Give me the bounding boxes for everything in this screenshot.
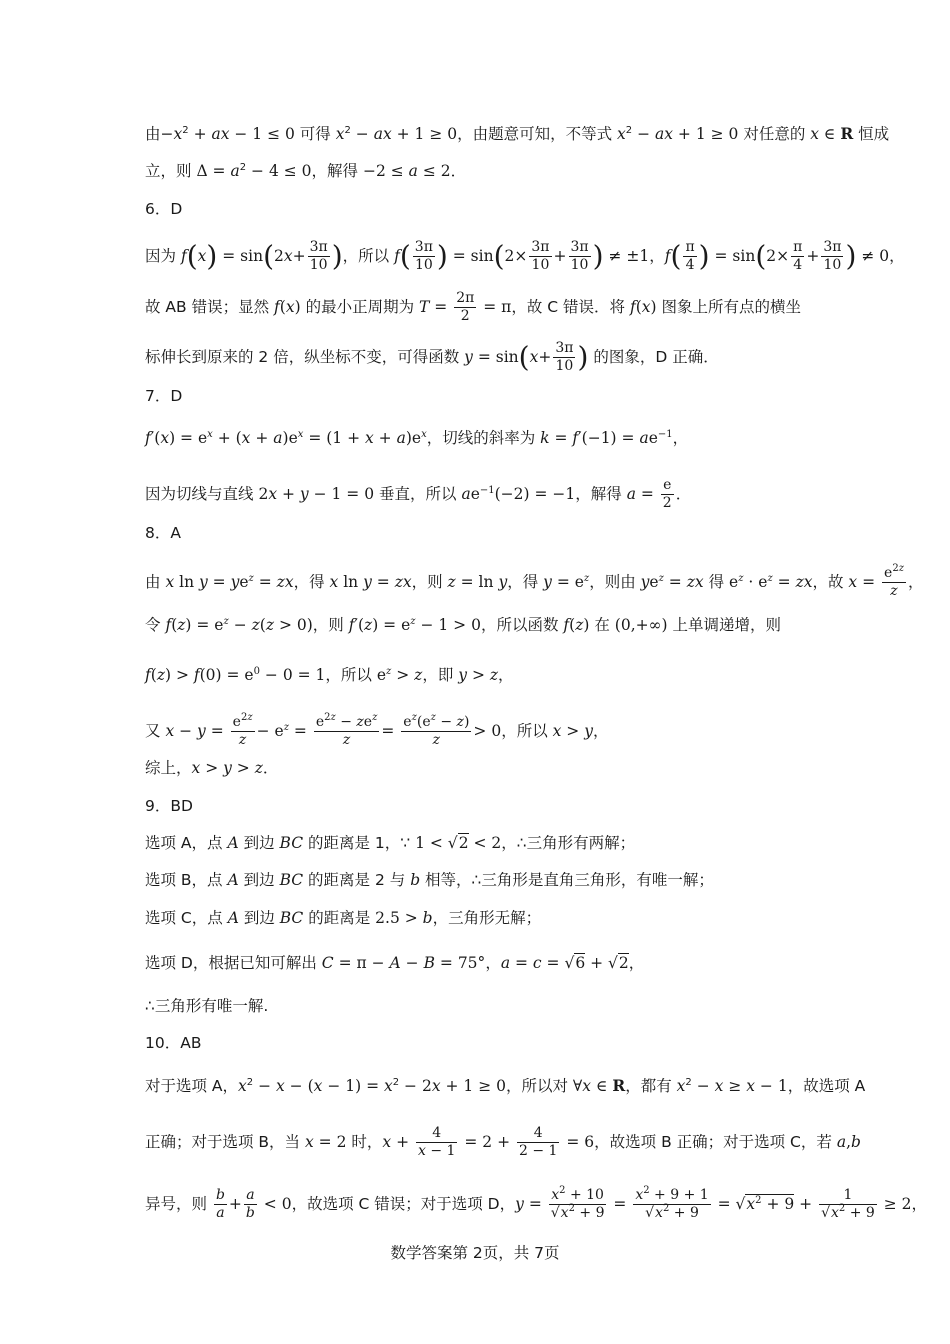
page-footer: 数学答案第 2页，共 7页 <box>390 1244 560 1262</box>
solution-line-5-b: 立，则 $\Delta = a^2 - 4 \le 0$，解得 −2 ≤ a ≤ 2． <box>145 162 467 180</box>
answer-8-label: 8．A <box>145 524 181 542</box>
solution-line-7-a: $f'(x) = e^x + (x + a)e^x = (1 + x + a)e^x$，切线的斜率为 $k = f'(-1) = ae^{-1}$， <box>145 429 689 447</box>
answer-10-label: 10．AB <box>145 1034 202 1052</box>
solution-line-9-e: ∴三角形有唯一解. <box>145 997 269 1015</box>
answer-7-label: 7．D <box>145 387 183 405</box>
solution-line-8-e: 综上，x > y > z． <box>145 759 279 777</box>
solution-line-9-c: 选项 C，点 A 到边 BC 的距离是 2.5 > b，三角形无解； <box>145 909 542 927</box>
answer-9 <box>145 795 815 817</box>
solution-line-8-a: 由 x $\ln y = ye^z$ = zx，得 x ln y = zx，则 z = ln y，得 $y = e^z$，则由 $ye^z$ = zx 得 $e^z \cdot e^z$ = zx，故 x = $\frac{e^{2z}}{z}$ ， <box>145 563 924 599</box>
answer-7 <box>145 385 815 407</box>
solution-line-7-b: 因为切线与直线 2x + y − 1 = 0 垂直，所以 $ae^{-1}(-2) = -1$，解得 a = $\frac{e}{2}$ ． <box>145 477 692 511</box>
answer-8 <box>145 522 815 544</box>
solution-line-8-b: 令 $f(z) = e^z - z(z > 0)$，则 $f'(z) = e^z - 1 > 0$，所以函数 f(z) 在 (0,+∞) 上单调递增，则 <box>145 616 782 634</box>
solution-line-8-d: 又 x − y = $\frac{e^{2z}}{z}$ − $e^z$ = $\frac{e^{2z} - ze^z}{z}$ = $\frac{e^z(e^z - z)}{z}$ > 0，所以 x > y， <box>145 712 609 748</box>
solution-line-10-c: 异号，则 $\frac{b}{a}$ + $\frac{a}{b}$ < 0，故选项 C 错误；对于选项 D，y = $\frac{x^2 + 10}{√x^2 + 9}$ = $\frac{x^2 + 9 + 1}{√x^2 + 9}$ = $√x^2 + 9$ + $\frac{1}{√x^2 + 9}$ ≥ 2， <box>145 1185 928 1221</box>
solution-line-5-a: 由$-x^2$ + ax − 1 ≤ 0 可得 $x^2$ − ax + 1 ≥ 0，由题意可知，不等式 $x^2$ − ax + 1 ≥ 0 对任意的 x ∈ R 恒成 <box>145 124 890 143</box>
solution-line-6-a: 因为 f(x) = sin(2x+ $\frac{3\pi}{10}$ )，所以 f( $\frac{3\pi}{10}$ ) = sin(2× $\frac{3\pi}{10}$ + $\frac{3\pi}{10}$ ) ≠ ±1，f( $\frac{\pi}{4}$ ) = sin(2× $\frac{\pi}{4}$ + $\frac{3\pi}{10}$ ) ≠ 0， <box>145 239 905 273</box>
solution-line-10-a: 对于选项 A，$x^2 - x - (x - 1) = x^2 - 2x + 1 \ge 0$，所以对 ∀x ∈ R，都有 $x^2 - x \ge x - 1$，故选项 A <box>145 1076 866 1095</box>
answer-9-label: 9．BD <box>145 797 193 815</box>
solution-line-6-b: 故 AB 错误；显然 f(x) 的最小正周期为 T = $\frac{2\pi}{2}$ = π，故 C 错误．将 f(x) 图象上所有点的横坐 <box>145 290 802 324</box>
solution-line-6-c: 标伸长到原来的 2 倍，纵坐标不变，可得函数 y = sin(x+ $\frac{3\pi}{10}$ ) 的图象，D 正确． <box>145 340 719 374</box>
solution-line-9-a: 选项 A，点 A 到边 BC 的距离是 1，∵ 1 < √2 < 2，∴三角形有两解； <box>145 834 636 852</box>
answer-6-label: 6．D <box>145 200 183 218</box>
answer-6 <box>145 198 815 220</box>
solution-line-9-b: 选项 B，点 A 到边 BC 的距离是 2 与 b 相等，∴三角形是直角三角形，有唯一解； <box>145 871 714 889</box>
solution-line-8-c: $f(z) > f(0) = e^0 - 0 = 1$，所以 $e^z > z$，即 y > z， <box>145 666 514 684</box>
solution-line-10-b: 正确；对于选项 B，当 x = 2 时，x + $\frac{4}{x - 1}$ = 2 + $\frac{4}{2 - 1}$ = 6，故选项 B 正确；对于选项 C，若 a,b <box>145 1125 861 1159</box>
solution-line-9-d: 选项 D，根据已知可解出 C = π − A − B = 75°，a = c = √6 + √2， <box>145 954 645 972</box>
answer-10 <box>145 1032 815 1054</box>
